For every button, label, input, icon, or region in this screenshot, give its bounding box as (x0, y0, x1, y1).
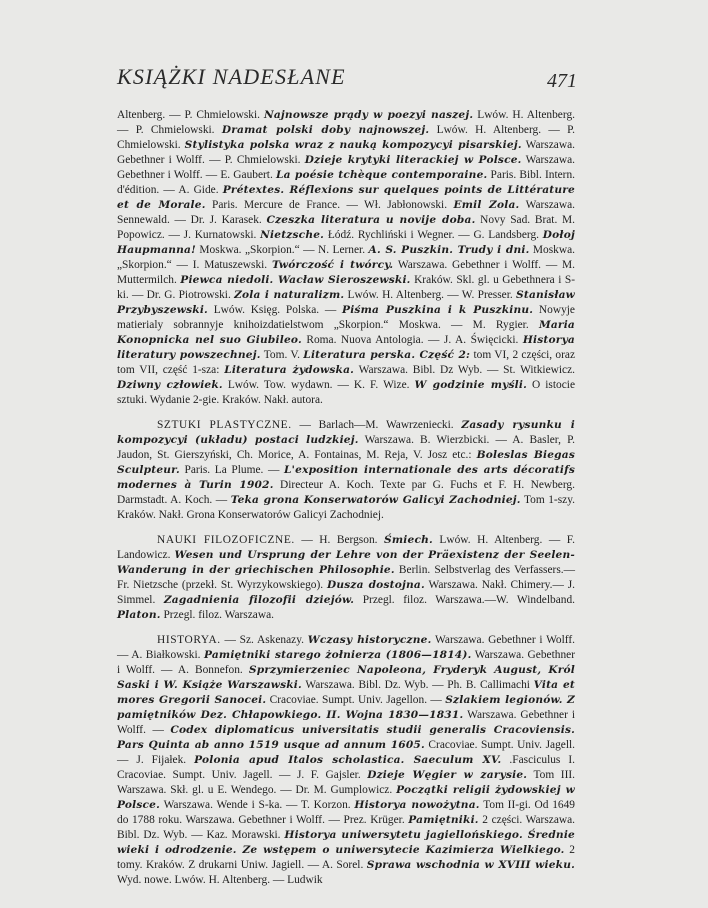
citation-text: Novy Sad. Brat. M. Popowicz. — J. Kurnatowski. (117, 214, 575, 241)
citation-text: Przegl. filoz. Warszawa. (160, 609, 274, 621)
book-title: Historya uniwersytetu jagiellońskiego. Średnie wieki i odrodzenie. Ze wstępem o uniwersytecie Kazimierza Wielkiego. (117, 829, 575, 856)
citation-text: Paris. Bibl. Intern. d'édition. — A. Gide. (117, 169, 576, 196)
citation-text: Warszawa. Sennewald. — Dr. J. Karasek. (117, 199, 575, 226)
section-heading: SZTUKI PLASTYCZNE. (157, 419, 292, 431)
citation-text: Cracoviae. Sumpt. Univ. Jagell. — J. Fijałek. (117, 739, 575, 766)
section-title: KSIĄŻKI NADESŁANE (117, 64, 346, 89)
citation-text: Moskwa. „Skorpion.“ — I. Matuszewski. (117, 244, 575, 271)
book-title: Nietzsche. (260, 229, 325, 241)
citation-text: Warszawa. Bibl. Dz Wyb. — St. Witkiewicz. (354, 364, 575, 376)
book-title: La poésie tchèque contemporaine. (275, 169, 488, 181)
book-title: Dzieje krytyki literackiej w Polsce. (304, 154, 522, 166)
citation-text: O istocie sztuki. Wydanie 2-gie. Kraków. Nakł. autora. (117, 379, 575, 406)
citation-text: Warszawa. Wende i S-ka. — T. Korzon. (160, 799, 355, 811)
citation-text: Lwów. Księg. Polska. — (207, 304, 343, 316)
book-title: A. S. Puszkin. Trudy i dni. (368, 244, 530, 256)
book-title: Maria Konopnicka nel suo Giubileo. (117, 319, 575, 346)
book-title: Dzieje Węgier w zarysie. (367, 769, 528, 781)
citation-text: — H. Bergson. (294, 534, 385, 546)
citation-text: Berlin. Selbstverlag des Verfassers.—Fr. Nietzsche (przekł. St. Wyrzykowskiego). (117, 564, 576, 591)
citation-text: Warszawa. Gebethner i Wolff. — E. Gaubert. (117, 154, 575, 181)
book-title: Vita et mores Gregorii Sanocei. (117, 679, 575, 706)
book-title: Platon. (117, 609, 161, 621)
bibliography-paragraph (117, 418, 575, 523)
book-title: Zasady rysunku i kompozycyi (układu) postaci ludzkiej. (117, 419, 575, 446)
book-title: Pamiętniki. (408, 814, 479, 826)
bibliography-paragraph (117, 633, 575, 888)
citation-text: Lwów. H. Altenberg. — W. Presser. (344, 289, 517, 301)
citation-text: Nowyje matierialy sobrannyje knihoizdatielstwom „Skorpion.“ Moskwa. — M. Rygier. (117, 304, 575, 331)
citation-text: Tom II-gi. Od 1649 do 1788 roku. Warszawa. Gebethner i Wolff. — Prez. Krüger. (117, 799, 575, 826)
book-title: Dołoj Haupmanna! (117, 229, 575, 256)
citation-text: Tom 1-szy. Kraków. Nakł. Grona Konserwatorów Galicyi Zachodniej. (117, 494, 575, 521)
book-title: Twórczość i twórcy. (271, 259, 394, 271)
citation-text: Lwów. H. Altenberg. — F. Landowicz. (117, 534, 576, 561)
citation-text: Lwów. H. Altenberg. — P. Chmielowski. (117, 124, 575, 151)
running-head (117, 64, 577, 96)
book-title: Stylistyka polska wraz z nauką kompozycyi pisarskiej. (184, 139, 522, 151)
book-title: Literatura perska. Część 2: (303, 349, 471, 361)
book-title: Historya literatury powszechnej. (117, 334, 575, 361)
book-title: Dusza dostojna. (326, 579, 425, 591)
citation-text: Roma. Nuova Antologia. — J. A. Święcicki. (301, 334, 523, 346)
bibliography-paragraph (117, 108, 575, 408)
book-title: Polonia apud Italos scholastica. Saeculum XV. (194, 754, 502, 766)
book-title: W godzinie myśli. (414, 379, 527, 391)
book-title: Zola i naturalizm. (234, 289, 345, 301)
citation-text: Altenberg. — P. Chmielowski. (117, 109, 264, 121)
citation-text: .Fasciculus I. Cracoviae. Sumpt. Univ. Jagell. — J. F. Gajsler. (117, 754, 575, 781)
book-title: Emil Zola. (453, 199, 520, 211)
book-title: Dramat polski doby najnowszej. (221, 124, 430, 136)
book-title: Stanisław Przybyszewski. (117, 289, 575, 316)
citation-text: 2 tomy. Kraków. Z drukarni Uniw. Jagiell. — A. Sorel. (117, 844, 575, 871)
bibliography-text (117, 108, 575, 898)
book-title: Szlakiem legionów. Z pamiętników Dez. Chłapowkiego. II. Wojna 1830—1831. (117, 694, 575, 721)
citation-text: Warszawa. Nakł. Chimery.— J. Simmel. (117, 579, 575, 606)
citation-text: tom VI, 2 części, oraz tom VII, część 1-sza: (117, 349, 575, 376)
citation-text: Wyd. nowe. Lwów. H. Altenberg. — Ludwik (117, 874, 323, 886)
citation-text: Kraków. Skl. gl. u Gebethnera i S-ki. — Dr. G. Piotrowski. (117, 274, 576, 301)
book-title: Historya nowożytna. (354, 799, 480, 811)
book-title: Sprzymierzeniec Napoleona, Fryderyk August, Król Saski i W. Książe Warszawski. (117, 664, 576, 691)
citation-text: — Barlach—M. Wawrzeniecki. (291, 419, 462, 431)
book-title: Piewca niedoli. Wacław Sieroszewski. (180, 274, 411, 286)
citation-text: — Sz. Askenazy. (220, 634, 308, 646)
book-title: Najnowsze prądy w poezyi naszej. (263, 109, 474, 121)
book-title: Dziwny człowiek. (117, 379, 223, 391)
citation-text: Cracoviae. Sumpt. Univ. Jagellon. — (266, 694, 446, 706)
citation-text: Tom III. Warszawa. Skł. gl. u E. Wendego. — Dr. M. Gumplowicz. (117, 769, 575, 796)
book-title: L'exposition internationale des arts décoratifs modernes à Turin 1902. (117, 464, 575, 491)
book-title: Wesen und Ursprung der Lehre von der Präexistenz der Seelen-Wanderung in der griechischen Philosophie. (117, 549, 575, 576)
citation-text: Paris. Mercure de France. — Wł. Jabłonowski. (205, 199, 454, 211)
citation-text: Warszawa. Gebethner i Wolff. — (117, 709, 575, 736)
bibliography-paragraph (117, 533, 575, 623)
section-heading: HISTORYA. (157, 634, 221, 646)
citation-text: 2 części. Warszawa. Bibl. Dz. Wyb. — Kaz. Morawski. (117, 814, 576, 841)
citation-text: Moskwa. „Skorpion.“ — N. Lerner. (195, 244, 369, 256)
citation-text: Przegl. filoz. Warszawa.—W. Windelband. (354, 594, 575, 606)
book-title: Sprawa wschodnia w XVIII wieku. (366, 859, 576, 871)
book-title: Śmiech. (384, 534, 433, 546)
book-title: Wczasy historyczne. (307, 634, 432, 646)
page-number: 471 (547, 70, 577, 92)
citation-text: Warszawa. Gebethner i Wolff. — M. Muttermilch. (117, 259, 575, 286)
section-heading: NAUKI FILOZOFICZNE. (157, 534, 295, 546)
citation-text: Directeur A. Koch. Texte par G. Fuchs et F. H. Newberg. Darmstadt. A. Koch. — (117, 479, 575, 506)
book-title: Codex diplomaticus universitatis studii generalis Cracoviensis. Pars Quinta ab anno 1519 usque ad annum 1605. (117, 724, 576, 751)
citation-text: Warszawa. Gebethner i Wolff. — A. Bonnefon. (117, 649, 575, 676)
book-title: Początki religii żydowskiej w Polsce. (117, 784, 575, 811)
book-title: Prétextes. Réflexions sur quelques points de Littérature et de Morale. (117, 184, 575, 211)
citation-text: Warszawa. Bibl. Dz. Wyb. — Ph. B. Callimachi (301, 679, 534, 691)
citation-text: Paris. La Plume. — (179, 464, 285, 476)
book-title: Zagadnienia filozofii dziejów. (163, 594, 355, 606)
citation-text: Warszawa. B. Wierzbicki. — A. Basler, P. Jaudon, St. Gierszyński, Ch. Morice, A. Fontainas, M. Reja, V. Josz etc.: (117, 434, 575, 461)
citation-text: Warszawa. Gebethner i Wolff. — A. Białkowski. (117, 634, 575, 661)
book-title: Czeszka literatura u novije doba. (266, 214, 476, 226)
book-title: Boleslas Biegas Sculpteur. (117, 449, 575, 476)
citation-text: Lwów. Tow. wydawn. — K. F. Wize. (222, 379, 415, 391)
citation-text: Łódź. Rychliński i Wegner. — G. Landsberg. (324, 229, 543, 241)
book-title: Piśma Puszkina i k Puszkinu. (342, 304, 534, 316)
citation-text: Lwów. H. Altenberg. — P. Chmielowski. (117, 109, 575, 136)
book-title: Literatura żydowska. (224, 364, 355, 376)
book-title: Teka grona Konserwatorów Galicyi Zachodniej. (230, 494, 521, 506)
book-title: Pamiętniki starego żołnierza (1806—1814). (203, 649, 472, 661)
citation-text: Warszawa. Gebethner i Wolff. — P. Chmielowski. (117, 139, 575, 166)
citation-text: Tom. V. (260, 349, 304, 361)
